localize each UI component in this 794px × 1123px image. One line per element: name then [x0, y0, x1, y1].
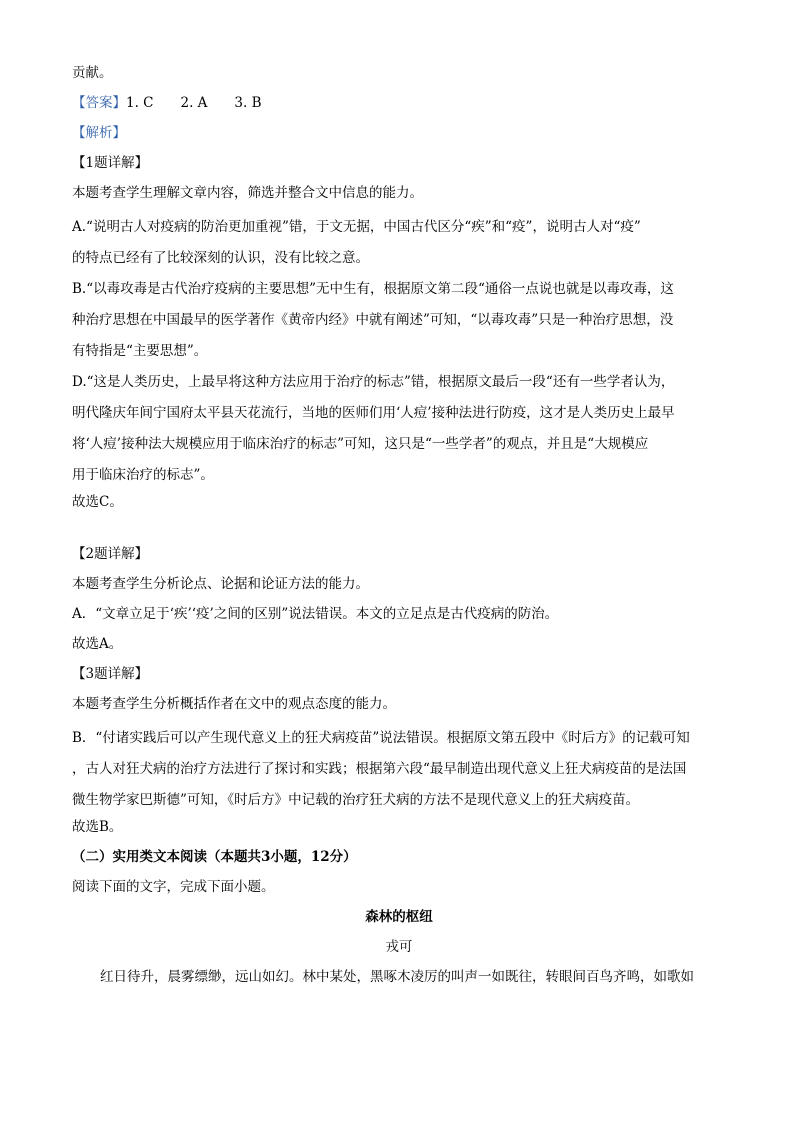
- q3-option-b-line: B．“付诸实践后可以产生现代意义上的狂犬病疫苗”说法错误。根据原文第五段中《时后方》的记载可知: [72, 730, 690, 746]
- q1-option-d-line: 将‘人痘’接种法大规模应用于临床治疗的标志”可知，这只是“一些学者”的观点，并且是“大规模应: [72, 436, 649, 452]
- answer-label: 【答案】: [72, 95, 126, 111]
- q1-intro: 本题考查学生理解文章内容，筛选并整合文中信息的能力。: [72, 185, 423, 201]
- analysis-label: 【解析】: [72, 125, 126, 141]
- article-paragraph: 红日待升，晨雾缥缈，远山如幻。林中某处，黑啄木凌厉的叫声一如既往，转眼间百鸟齐鸣，如歌如: [100, 969, 694, 985]
- q2-option-a: A．“文章立足于‘疾’‘疫’之间的区别”说法错误。本文的立足点是古代疫病的防治。: [72, 606, 559, 622]
- document-page: [72, 62, 726, 988]
- q1-option-b-line: B.“以毒攻毒是古代治疗疫病的主要思想”无中生有，根据原文第二段“通俗一点说也就是以毒攻毒，这: [72, 281, 674, 297]
- q1-option-b-line: 有特指是“主要思想”。: [72, 343, 208, 359]
- q3-choose: 故选B。: [72, 819, 123, 835]
- q3-intro: 本题考查学生分析概括作者在文中的观点态度的能力。: [72, 696, 396, 712]
- q1-option-d-line: D.“这是人类历史，上最早将这种方法应用于治疗的标志”错，根据原文最后一段“还有一些学者认为，: [72, 374, 675, 390]
- answer-line: [72, 92, 726, 114]
- q1-option-a-line: A.“说明古人对疫病的防治更加重视”错，于文无据，中国古代区分“疾”和“疫”，说明古人对“疫”: [72, 219, 641, 235]
- q1-heading: 【1题详解】: [72, 155, 149, 171]
- q3-heading: 【3题详解】: [72, 666, 149, 682]
- q3-option-b-line: ，古人对狂犬病的治疗方法进行了探讨和实践；根据第六段“最早制造出现代意义上狂犬病疫苗的是法国: [72, 761, 687, 777]
- q1-option-b-line: 种治疗思想在中国最早的医学著作《黄帝内经》中就有阐述”可知，“以毒攻毒”只是一种治疗思想，没: [72, 312, 674, 328]
- q3-option-b-line: 微生物学家巴斯德”可知，《时后方》中记载的治疗狂犬病的方法不是现代意义上的狂犬病疫苗。: [72, 792, 640, 808]
- q2-intro: 本题考查学生分析论点、论据和论证方法的能力。: [72, 576, 369, 592]
- text-line: 贡献。: [72, 65, 113, 81]
- q2-choose: 故选A。: [72, 636, 123, 652]
- q2-heading: 【2题详解】: [72, 546, 149, 562]
- q1-option-d-line: 用于临床治疗的标志”。: [72, 467, 214, 483]
- article-author: 戎可: [385, 939, 413, 955]
- section-heading: （二）实用类文本阅读（本题共3小题，12分）: [72, 849, 357, 865]
- q1-option-a-line: 的特点已经有了比较深刻的认识，没有比较之意。: [72, 250, 369, 266]
- blank-gap: [72, 513, 726, 543]
- q1-choose: 故选C。: [72, 494, 123, 510]
- reading-instruction: 阅读下面的文字，完成下面小题。: [72, 879, 275, 895]
- q1-option-d-line: 明代隆庆年间宁国府太平县天花流行，当地的医师们用‘人痘’接种法进行防疫，这才是人类历史上最早: [72, 405, 675, 421]
- answer-values: 1. C 2. A 3. B: [126, 95, 262, 111]
- article-title: 森林的枢纽: [365, 909, 433, 925]
